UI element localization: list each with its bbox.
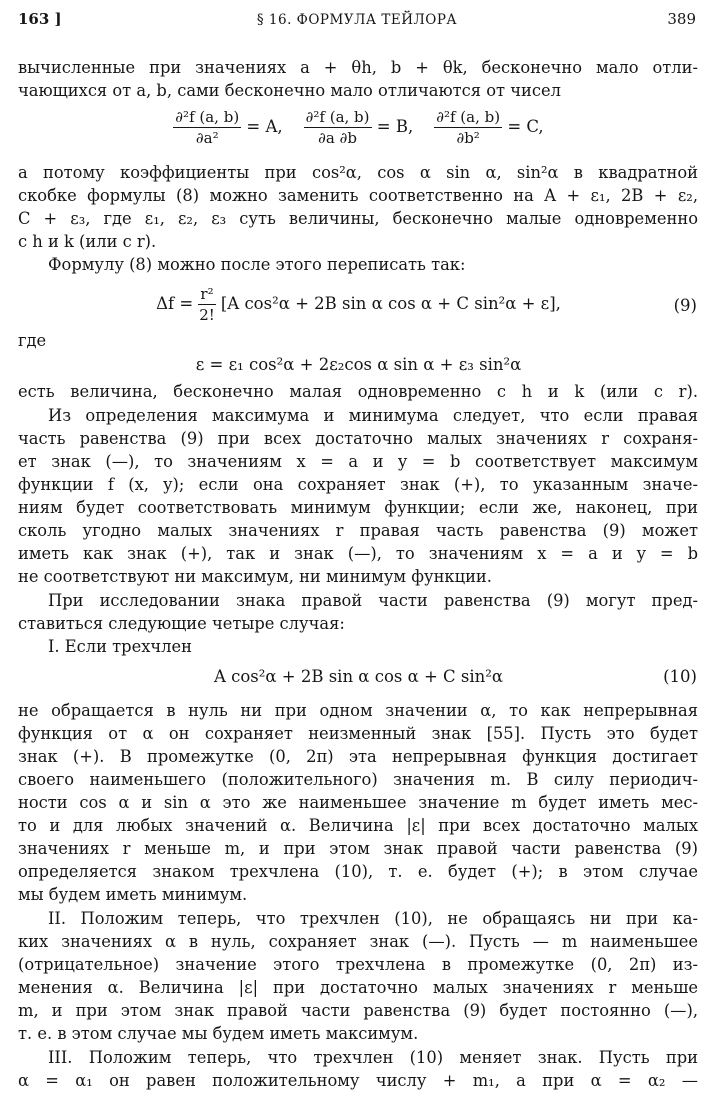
formula-9 (0, 285, 717, 324)
text-line: своего наименьшего (положительного) значения m. В силу периодич- (18, 770, 698, 789)
formula-part: = C, (507, 117, 544, 136)
frac-numerator: r² (200, 285, 214, 303)
text-line: сколь угодно малых значениях r правая часть равенства (9) может (18, 521, 698, 540)
text-line: C + ε₃, где ε₁, ε₂, ε₃ суть величины, бесконечно малые одновременно (18, 209, 698, 228)
text-line: не обращается в нуль ни при одном значении α, то как непрерывная (18, 701, 698, 720)
formula-part: [A cos²α + 2B sin α cos α + C sin²α + ε], (220, 294, 561, 313)
text-line: функции f (x, y); если она сохраняет знак (+), то указанным значе- (18, 475, 698, 494)
text-line: определяется знаком трехчлена (10), т. е. будет (+); в этом случае (18, 862, 698, 881)
text-line: ности cos α и sin α это же наименьшее значение m будет иметь мес- (18, 793, 698, 812)
page-header (18, 10, 696, 36)
formula-10: A cos²α + 2B sin α cos α + C sin²α (213, 667, 504, 686)
text-line: а потому коэффициенты при cos²α, cos α sin α, sin²α в квадратной (18, 163, 698, 182)
formula-part: = B, (376, 117, 414, 136)
text-line: скобке формулы (8) можно заменить соответственно на A + ε₁, 2B + ε₂, (18, 186, 698, 205)
text-line: значениях r меньше m, и при этом знак правой части равенства (9) (18, 839, 698, 858)
equation-number-9: (9) (673, 296, 697, 315)
text-line: с h и k (или с r). (18, 232, 157, 251)
text-line: часть равенства (9) при всех достаточно малых значениях r сохраня- (18, 429, 698, 448)
text-line: II. Положим теперь, что трехчлен (10), не обращаясь ни при ка- (48, 909, 698, 928)
frac-numerator: ∂²f (a, b) (305, 108, 370, 126)
text-line: III. Положим теперь, что трехчлен (10) меняет знак. Пусть при (48, 1048, 698, 1067)
formula-second-derivatives (0, 108, 717, 147)
text-line: где (18, 331, 47, 350)
text-line: Из определения максимума и минимума следует, что если правая (48, 406, 698, 425)
text-line: мы будем иметь минимум. (18, 885, 248, 904)
text-line: знак (+). В промежутке (0, 2π) эта непрерывная функция достигает (18, 747, 698, 766)
formula-part: = A, (246, 117, 283, 136)
text-line: I. Если трехчлен (48, 637, 192, 656)
text-line: не соответствуют ни максимум, ни минимум функции. (18, 567, 492, 586)
page-number: 389 (667, 10, 696, 28)
frac-denominator: 2! (199, 306, 215, 324)
text-line: есть величина, бесконечно малая одновременно с h и k (или с r). (18, 382, 698, 401)
text-line: α = α₁ он равен положительному числу + m₁, а при α = α₂ — (18, 1071, 698, 1090)
frac-denominator: ∂a² (195, 129, 219, 147)
text-line: Формулу (8) можно после этого переписать так: (48, 255, 466, 274)
text-line: (отрицательное) значение этого трехчлена в промежутке (0, 2π) из- (18, 955, 698, 974)
frac-denominator: ∂a ∂b (318, 129, 357, 147)
formula-part: Δf = (156, 294, 194, 313)
text-line: т. е. в этом случае мы будем иметь максимум. (18, 1024, 419, 1043)
equation-number-10: (10) (663, 667, 697, 686)
text-line: чающихся от a, b, сами бесконечно мало отличаются от чисел (18, 81, 561, 100)
frac-denominator: ∂b² (456, 129, 480, 147)
text-line: вычисленные при значениях a + θh, b + θk, бесконечно мало отли- (18, 58, 698, 77)
text-line: ниям будет соответствовать минимум функции; если же, наконец, при (18, 498, 698, 517)
text-line: ет знак (—), то значениям x = a и y = b соответствует максимум (18, 452, 698, 471)
text-line: функция от α он сохраняет неизменный знак [55]. Пусть это будет (18, 724, 698, 743)
text-line: ких значениях α в нуль, сохраняет знак (—). Пусть — m наименьшее (18, 932, 698, 951)
text-line: то и для любых значений α. Величина |ε| при всех достаточно малых (18, 816, 698, 835)
text-line: ставиться следующие четыре случая: (18, 614, 345, 633)
frac-numerator: ∂²f (a, b) (436, 108, 501, 126)
text-line: m, и при этом знак правой части равенства (9) будет постоянно (—), (18, 1001, 698, 1020)
running-title: § 16. ФОРМУЛА ТЕЙЛОРА (256, 12, 458, 28)
text-line: иметь как знак (+), так и знак (—), то значениям x = a и y = b (18, 544, 698, 563)
frac-numerator: ∂²f (a, b) (175, 108, 240, 126)
text-line: менения α. Величина |ε| при достаточно малых значениях r меньше (18, 978, 698, 997)
section-number: 163 ] (18, 10, 62, 28)
text-line: При исследовании знака правой части равенства (9) могут пред- (48, 591, 698, 610)
formula-epsilon: ε = ε₁ cos²α + 2ε₂cos α sin α + ε₃ sin²α (195, 355, 522, 374)
